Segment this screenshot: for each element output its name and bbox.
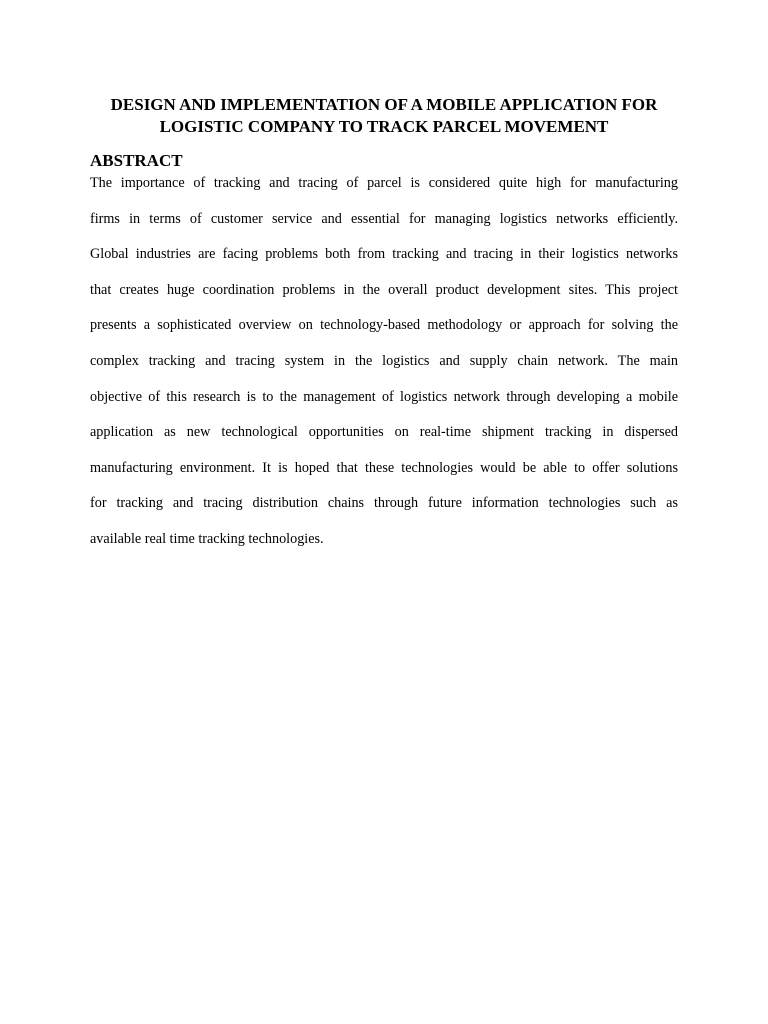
abstract-heading: ABSTRACT <box>90 151 183 170</box>
abstract-line-3: Global industries are facing problems both from tracking and tracing in their logistics networks <box>90 246 678 263</box>
abstract-line-11: available real time tracking technologies. <box>90 530 324 547</box>
abstract-line-1: The importance of tracking and tracing of parcel is considered quite high for manufacturing <box>90 175 678 191</box>
document-title-line-2: LOGISTIC COMPANY TO TRACK PARCEL MOVEMENT <box>159 117 609 136</box>
abstract-line-2: firms in terms of customer service and essential for managing logistics networks efficiently. <box>90 210 678 227</box>
abstract-line-7: objective of this research is to the management of logistics network through developing a mobile <box>90 388 678 405</box>
abstract-line-5: presents a sophisticated overview on technology-based methodology or approach for solving the <box>90 317 678 334</box>
abstract-line-6: complex tracking and tracing system in the logistics and supply chain network. The main <box>90 352 678 369</box>
abstract-line-9: manufacturing environment. It is hoped that these technologies would be able to offer solutions <box>90 459 678 476</box>
abstract-paragraph <box>90 172 678 564</box>
document-title <box>60 94 708 138</box>
abstract-line-10: for tracking and tracing distribution chains through future information technologies such as <box>90 495 678 512</box>
abstract-line-4: that creates huge coordination problems in the overall product development sites. This project <box>90 281 678 298</box>
abstract-line-8: application as new technological opportunities on real-time shipment tracking in dispersed <box>90 424 678 441</box>
document-title-line-1: DESIGN AND IMPLEMENTATION OF A MOBILE APPLICATION FOR <box>110 95 658 114</box>
